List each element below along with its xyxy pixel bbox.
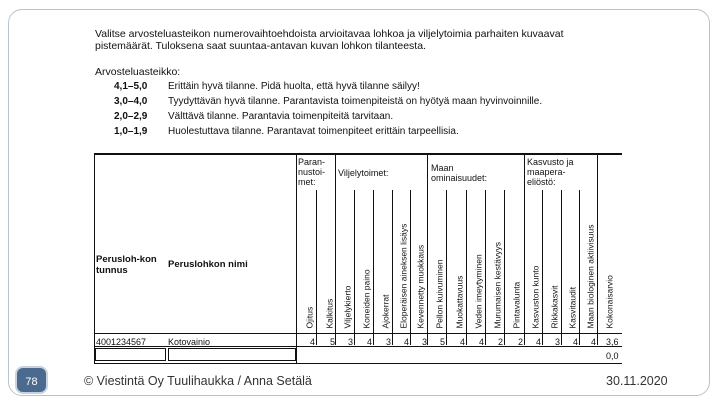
column-header: Ojitus (304, 306, 315, 329)
column-divider (316, 190, 317, 345)
row-value: 2 (518, 337, 524, 347)
column-header: Maan biologinen aktiivisuus (585, 224, 596, 329)
scale-range-1: 4,1–5,0 (114, 81, 148, 92)
row-total: 3,6 (606, 337, 619, 347)
row-value: 4 (479, 337, 485, 347)
row-value: 4 (573, 337, 579, 347)
group-divider (296, 155, 297, 363)
column-header: Kasvuston kunto (530, 265, 541, 329)
column-header: Veden imeytyminen (473, 254, 484, 329)
table-bottom-rule (94, 363, 622, 364)
group-divider (335, 155, 336, 345)
row-value: 3 (555, 337, 561, 347)
column-divider (392, 190, 393, 345)
group-viljelytoimet: Viljelytoimet: (338, 168, 389, 178)
column-header: Kevennetty muokkaus (415, 244, 426, 329)
group-parannustoimet: Paran- nustoi- met: (298, 157, 326, 187)
row-value: 5 (330, 337, 336, 347)
group-maan-ominaisuudet: Maan ominaisuudet: (431, 163, 488, 183)
scale-desc-1: Erittäin hyvä tilanne. Pidä huolta, että hyvä tilanne säilyy! (168, 81, 420, 92)
column-divider (561, 190, 562, 345)
group-divider (427, 155, 428, 345)
column-header-tunnus: Perusloh-kon tunnus (96, 254, 157, 276)
row-tunnus: 4001234567 (96, 337, 147, 347)
row-value: 4 (367, 337, 373, 347)
column-header: Muokattavuus (454, 275, 465, 329)
table-left-border (94, 155, 95, 363)
column-header-nimi: Peruslohkon nimi (168, 259, 248, 270)
scale-range-2: 3,0–4,0 (114, 96, 148, 107)
row-tunnus-input (95, 348, 166, 361)
column-header: Ajokerrat (380, 294, 391, 329)
intro-line-1: Valitse arvosteluasteikon numerovaihtoehdoista arvioitavaa lohkoa ja viljelytoimia parhaiten kuvaavat (95, 28, 564, 40)
table-top-rule (94, 153, 622, 155)
column-header: Pellon kuivuminen (434, 259, 445, 329)
scale-desc-4: Huolestuttava tilanne. Parantavat toimenpiteet erittäin tarpeellisia. (168, 126, 459, 137)
intro-line-2: pistemäärät. Tuloksena saat suuntaa-antavan kuvan lohkon tilanteesta. (95, 40, 426, 52)
column-divider (354, 190, 355, 345)
column-header: Kalkitus (324, 298, 335, 329)
scale-desc-3: Välttävä tilanne. Parantavia toimenpiteitä tarvitaan. (168, 111, 394, 122)
column-divider (485, 190, 486, 345)
row-value: 3 (348, 337, 354, 347)
scale-range-3: 2,0–2,9 (114, 111, 148, 122)
column-header: Koneiden paino (361, 269, 372, 329)
row-nimi-input (168, 348, 296, 361)
column-divider (446, 190, 447, 345)
column-divider (579, 190, 580, 345)
column-header: Rikkakasvit (549, 285, 560, 329)
column-divider (542, 190, 543, 345)
row-value: 4 (591, 337, 597, 347)
group-divider (524, 155, 525, 345)
group-divider (597, 155, 598, 345)
column-header: Kokonaisarvio (604, 275, 615, 329)
scale-desc-2: Tyydyttävän hyvä tilanne. Parantavista toimenpiteistä on hyötyä maan hyvinvoinnille. (168, 96, 543, 107)
footer-copyright: © Viestintä Oy Tuulihaukka / Anna Setälä (84, 374, 312, 388)
page-number-badge: 78 (15, 366, 48, 394)
column-header: Kasvitaudit (567, 286, 578, 329)
column-divider (373, 190, 374, 345)
footer-date: 30.11.2020 (606, 374, 668, 388)
scale-title: Arvosteluasteikko: (95, 66, 181, 78)
row-value: 3 (422, 337, 428, 347)
row-total-empty: 0,0 (606, 351, 619, 361)
row-value: 5 (440, 337, 446, 347)
column-divider (504, 190, 505, 345)
column-divider (410, 190, 411, 345)
row-value: 4 (536, 337, 542, 347)
column-header: Viljelykierto (342, 285, 353, 329)
row-value: 3 (386, 337, 392, 347)
row-value: 2 (498, 337, 504, 347)
row-value: 4 (404, 337, 410, 347)
column-divider (466, 190, 467, 345)
column-header: Eloperäisen aineksen lisäys (398, 223, 409, 329)
row-value: 4 (310, 337, 316, 347)
column-header: Murumaisen kestävyys (492, 242, 503, 329)
row-nimi: Kotovainio (168, 337, 211, 347)
scale-range-4: 1,0–1,9 (114, 126, 148, 137)
group-kasvusto: Kasvusto ja maapera- eliöstö: (527, 157, 574, 187)
column-header: Pintavalunta (511, 281, 522, 329)
row-value: 4 (460, 337, 466, 347)
